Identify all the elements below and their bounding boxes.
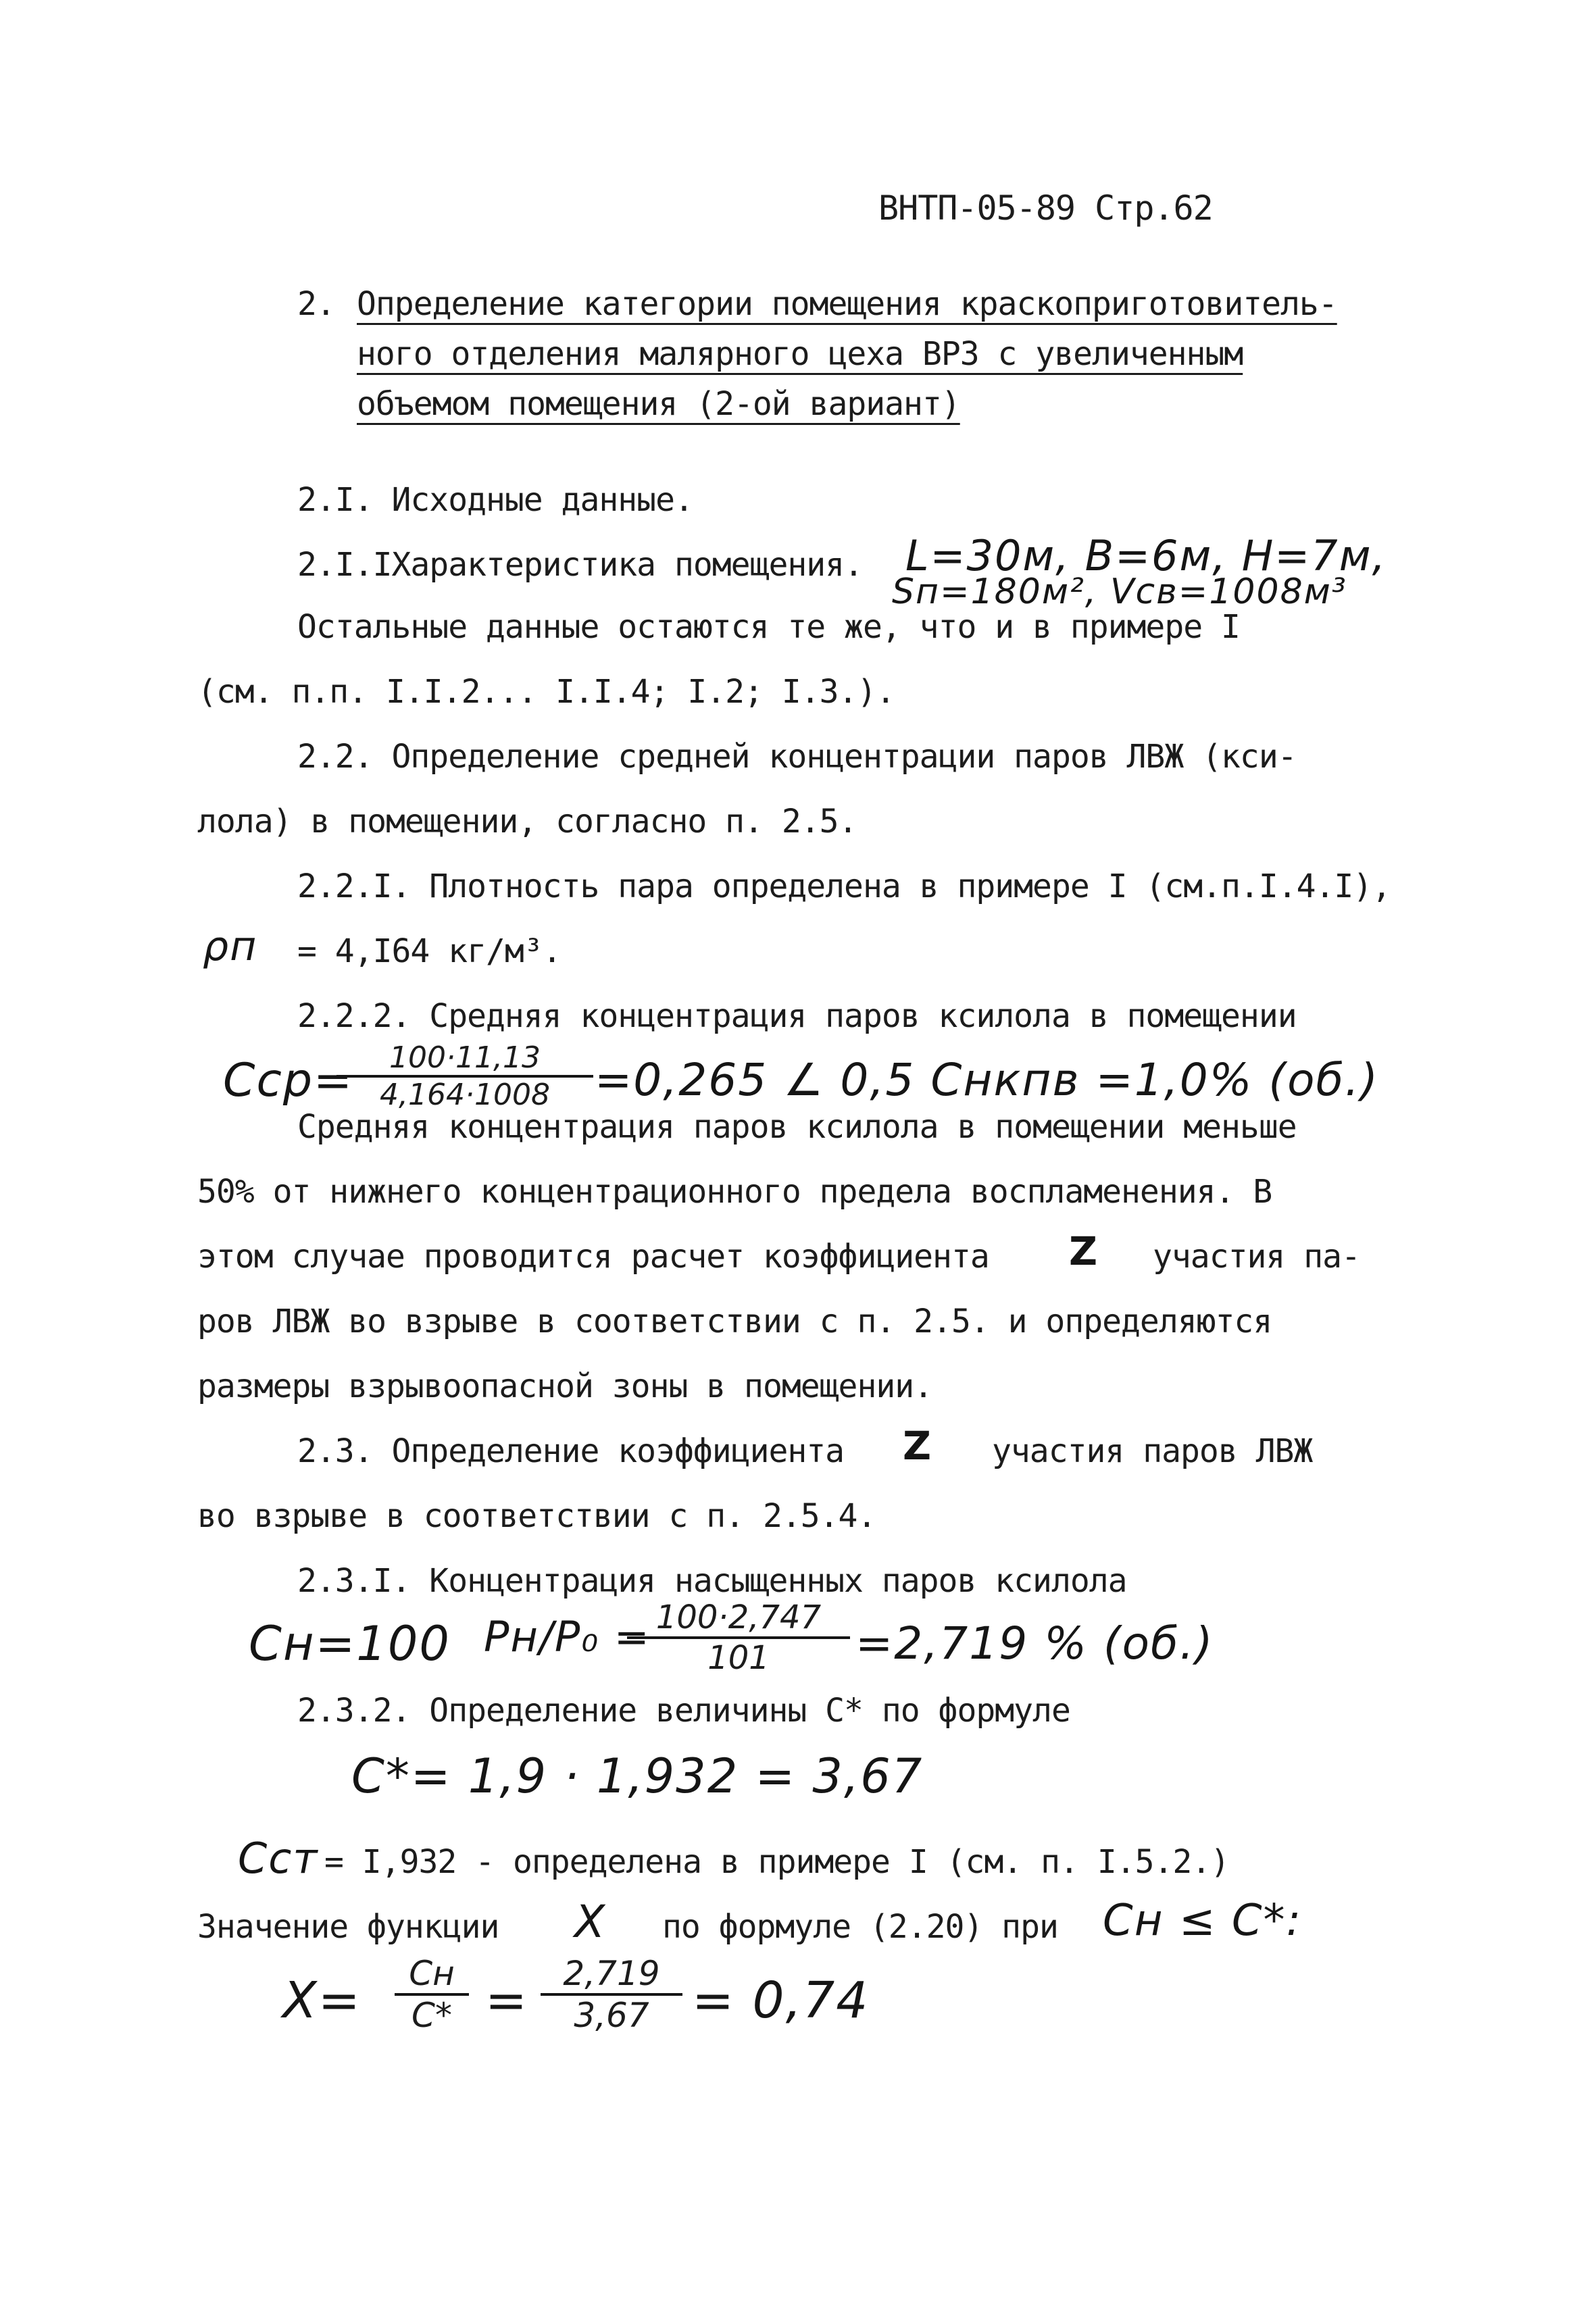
formula-c-star: C*= 1,9 · 1,932 = 3,67 [351,1749,924,1804]
paragraph-2-3-2-line-1: 2.3.2. Определение величины C* по формуле [297,1692,1070,1730]
handwritten-x-symbol: X [574,1896,607,1948]
paragraph-conclusion-line-3b: участия па- [1153,1238,1360,1276]
formula-x-denominator-1: C* [412,1996,452,2035]
paragraph-2-3-line-1b: участия паров ЛВЖ [992,1432,1313,1470]
paragraph-cst-line-1: = I,932 - определена в примере I (см. п. I.5.2.) [324,1843,1230,1881]
paragraph-2-2-2-line-1: 2.2.2. Средняя концентрация паров ксилола в помещении [297,997,1297,1035]
paragraph-2-2-line-1: 2.2. Определение средней концентрации паров ЛВЖ (кси- [297,738,1297,776]
paragraph-2-1-1-label: 2.I.IХарактеристика помещения. [297,546,863,584]
paragraph-2-1: 2.I. Исходные данные. [297,481,693,519]
formula-x-rhs: = 0,74 [692,1971,870,2030]
paragraph-2-3-line-2: во взрыве в соответствии с п. 2.5.4. [197,1497,876,1535]
formula-x-fraction-2 [541,1954,682,2035]
paragraph-2-2-1-line-2: = 4,I64 кг/м³. [297,932,562,970]
handwritten-cst-symbol: Cст [238,1834,319,1883]
formula-ccp-fraction [336,1040,593,1112]
handwritten-z-symbol: Z [1069,1228,1099,1274]
paragraph-conclusion-line-1: Средняя концентрация паров ксилола в помещении меньше [297,1108,1297,1146]
formula-cn-fraction [627,1599,850,1677]
formula-x-equals: = [485,1971,529,2030]
handwritten-rho-symbol: ρп [203,923,258,970]
handwritten-condition: Cн ≤ C*: [1103,1896,1303,1946]
paragraph-conclusion-line-5: размеры взрывоопасной зоны в помещении. [197,1367,933,1405]
paragraph-conclusion-line-4: ров ЛВЖ во взрыве в соответствии с п. 2.5. и определяются [197,1303,1272,1340]
handwritten-z-symbol-2: Z [903,1423,933,1469]
page-header: ВНТП-05-89 Стр.62 [878,188,1213,228]
formula-cn-numerator: 100·2,747 [655,1599,822,1636]
formula-x-denominator-2: 3,67 [574,1996,649,2035]
formula-cn-lhs: Cн=100 [249,1616,451,1671]
formula-cn-denominator: 101 [707,1639,770,1677]
formula-x-fraction-1 [395,1954,469,2035]
formula-ccp-numerator: 100·11,13 [389,1040,541,1075]
paragraph-cst-line-2a: Значение функции [197,1908,499,1946]
formula-ccp-denominator: 4,164·1008 [380,1078,550,1112]
paragraph-2-1-1-line-2: Остальные данные остаются те же, что и в примере I [297,608,1240,646]
paragraph-2-2-1-line-1: 2.2.I. Плотность пара определена в примере I (см.п.I.4.I), [297,867,1391,905]
section-title-line-1: Определение категории помещения краскоприготовитель- [357,285,1337,323]
handwritten-room-area-volume: Sп=180м², Vсв=1008м³ [892,572,1347,612]
paragraph-2-3-line-1a: 2.3. Определение коэффициента [297,1432,845,1470]
paragraph-2-2-line-2: лола) в помещении, согласно п. 2.5. [197,803,857,840]
paragraph-conclusion-line-3a: этом случае проводится расчет коэффициента [197,1238,989,1276]
formula-x-numerator-2: 2,719 [563,1954,660,1993]
handwritten-room-dimensions: L=30м, B=6м, H=7м, [905,531,1387,580]
paragraph-2-3-1-line-1: 2.3.I. Концентрация насыщенных паров ксилола [297,1562,1127,1600]
paragraph-cst-line-2b: по формуле (2.20) при [662,1908,1058,1946]
formula-x-lhs: X= [282,1971,361,2030]
section-title-line-2: ного отделения малярного цеха ВРЗ с увеличенным [357,335,1243,373]
paragraph-2-1-1-line-3: (см. п.п. I.I.2... I.I.4; I.2; I.3.). [197,673,895,711]
formula-cn-ratio: Pн/P₀ = [484,1612,651,1661]
formula-cn-rhs: =2,719 % (об.) [855,1617,1214,1669]
section-title-line-3: объемом помещения (2-ой вариант) [357,385,960,423]
paragraph-conclusion-line-2: 50% от нижнего концентрационного предела воспламенения. В [197,1173,1272,1211]
section-number: 2. [297,285,335,323]
formula-x-numerator-1: Cн [409,1954,455,1993]
formula-ccp-lhs: Cср= [223,1054,354,1107]
formula-ccp-rhs: =0,265 ∠ 0,5 Cнкпв =1,0% (об.) [595,1054,1379,1106]
